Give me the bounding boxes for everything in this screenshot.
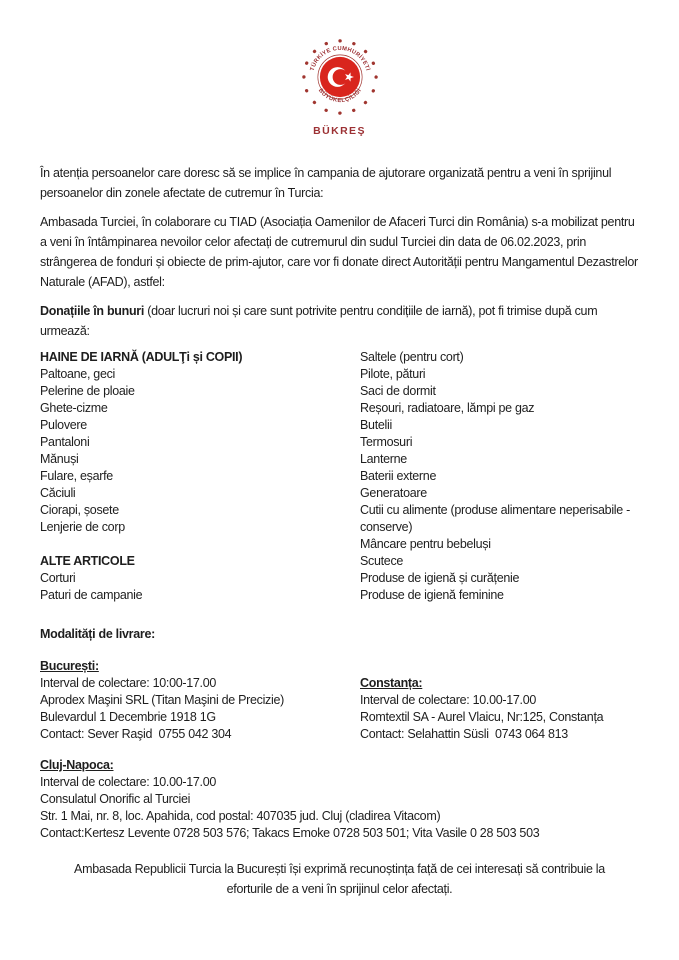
location-name-constanta: Constanța: [360, 676, 423, 690]
winter-clothes-section [40, 349, 360, 536]
donation-item: Corturi [40, 571, 76, 585]
donation-item: Paltoane, geci [40, 367, 116, 381]
donation-item: Produse de igienă și curățenie [360, 571, 520, 585]
right-items-list [360, 349, 639, 604]
winter-clothes-list [40, 366, 360, 536]
donation-item: Saltele (pentru cort) [360, 350, 464, 364]
donation-item: Pulovere [40, 418, 87, 432]
location-detail-line: Interval de colectare: 10.00-17.00 [360, 693, 537, 707]
document-header [40, 36, 639, 138]
location-detail-line: Str. 1 Mai, nr. 8, loc. Apahida, cod postal: 407035 jud. Cluj (cladirea Vitacom) [40, 809, 441, 823]
location-detail-line: Romtextil SA - Aurel Vlaicu, Nr:125, Constanța [360, 710, 604, 724]
donation-item: Lenjerie de corp [40, 520, 125, 534]
intro-paragraph-1: În atenția persoanelor care doresc să se implice în campania de ajutorare organizată pentru a veni în sprijinul persoanelor din zonele afectate de cutremur în Turcia: [40, 166, 612, 200]
intro-paragraph-3 [40, 301, 639, 341]
donation-item: Generatoare [360, 486, 427, 500]
winter-clothes-heading: HAINE DE IARNĂ (ADULŢi și COPII) [40, 350, 243, 364]
location-detail-line: Aprodex Maşini SRL (Titan Maşini de Precizie) [40, 693, 285, 707]
donation-items-left-column [40, 349, 360, 604]
closing-paragraph: Ambasada Republicii Turcia la București își exprimă recunoștința față de cei interesați să contribuie la eforturile de a veni în sprijinul celor afectați. [74, 862, 605, 896]
delivery-methods-heading: Modalități de livrare: [40, 627, 155, 641]
donation-item: Reșouri, radiatoare, lămpi pe gaz [360, 401, 535, 415]
donation-item: Ciorapi, șosete [40, 503, 119, 517]
donations-in-goods-label: Donațiile în bunuri [40, 304, 145, 318]
seal-bottom-text: BÜYÜKELÇİLİĞİ [316, 87, 363, 105]
donation-item: Mănuși [40, 452, 79, 466]
seal-top-text: TÜRKİYE CUMHURİYETİ [309, 45, 370, 72]
donation-items-right-column [360, 349, 639, 604]
donation-item: Termosuri [360, 435, 413, 449]
location-detail-line: Contact: Sever Raşid 0755 042 304 [40, 727, 232, 741]
location-name-bucuresti: București: [40, 659, 99, 673]
intro-paragraph-2: Ambasada Turciei, în colaborare cu TIAD (Asociația Oamenilor de Afaceri Turci din România) s-a mobilizat pentru a veni în întâmpinarea nevoilor celor afectați de cutremurul din sudul Turciei din data de 06.02.2023, prin strângerea de fonduri și obiecte de prim-ajutor, care vor fi donate direct Autorității pentru Mangamentul Dezastrelor Naturale (AFAD), astfel: [40, 215, 638, 289]
donation-item: Mâncare pentru bebeluși [360, 537, 491, 551]
delivery-locations-row [40, 658, 639, 743]
location-detail-line: Contact:Kertesz Levente 0728 503 576; Takacs Emoke 0728 503 501; Vita Vasile 0 28 503 503 [40, 826, 540, 840]
donation-item: Lanterne [360, 452, 407, 466]
location-bucuresti-details [40, 675, 360, 743]
donation-items-table [40, 349, 639, 604]
location-cluj-details [40, 774, 639, 842]
donation-item: Produse de igienă feminine [360, 588, 504, 602]
other-articles-heading: ALTE ARTICOLE [40, 554, 135, 568]
donation-item: Pantaloni [40, 435, 90, 449]
location-cluj-napoca [40, 757, 639, 842]
location-constanta [360, 658, 639, 743]
intro-paragraph-3-rest: (doar lucruri noi și care sunt potrivite pentru condițiile de iarnă), pot fi trimise după cum urmează: [40, 304, 598, 338]
location-detail-line: Interval de colectare: 10.00-17.00 [40, 775, 217, 789]
donation-item: Butelii [360, 418, 392, 432]
location-detail-line: Contact: Selahattin Süsli 0743 064 813 [360, 727, 568, 741]
donation-item: Pilote, pături [360, 367, 426, 381]
location-bucuresti [40, 658, 360, 743]
donation-item: Cutii cu alimente (produse alimentare neperisabile - conserve) [360, 503, 630, 534]
other-articles-section [40, 553, 360, 604]
donation-item: Fulare, eșarfe [40, 469, 113, 483]
location-constanta-details [360, 692, 639, 743]
location-detail-line: Consulatul Onorific al Turciei [40, 792, 191, 806]
donation-item: Scutece [360, 554, 404, 568]
donation-item: Pelerine de ploaie [40, 384, 135, 398]
donation-item: Paturi de campanie [40, 588, 143, 602]
location-detail-line: Bulevardul 1 Decembrie 1918 1G [40, 710, 216, 724]
donation-item: Ghete-cizme [40, 401, 108, 415]
turkish-embassy-seal-icon [299, 36, 381, 118]
embassy-city-label: BÜKREŞ [313, 125, 366, 137]
other-articles-list [40, 570, 360, 604]
donation-item: Saci de dormit [360, 384, 436, 398]
donation-item: Căciuli [40, 486, 76, 500]
location-name-cluj-napoca: Cluj-Napoca: [40, 758, 114, 772]
donation-item: Baterii externe [360, 469, 437, 483]
location-detail-line: Interval de colectare: 10:00-17.00 [40, 676, 217, 690]
